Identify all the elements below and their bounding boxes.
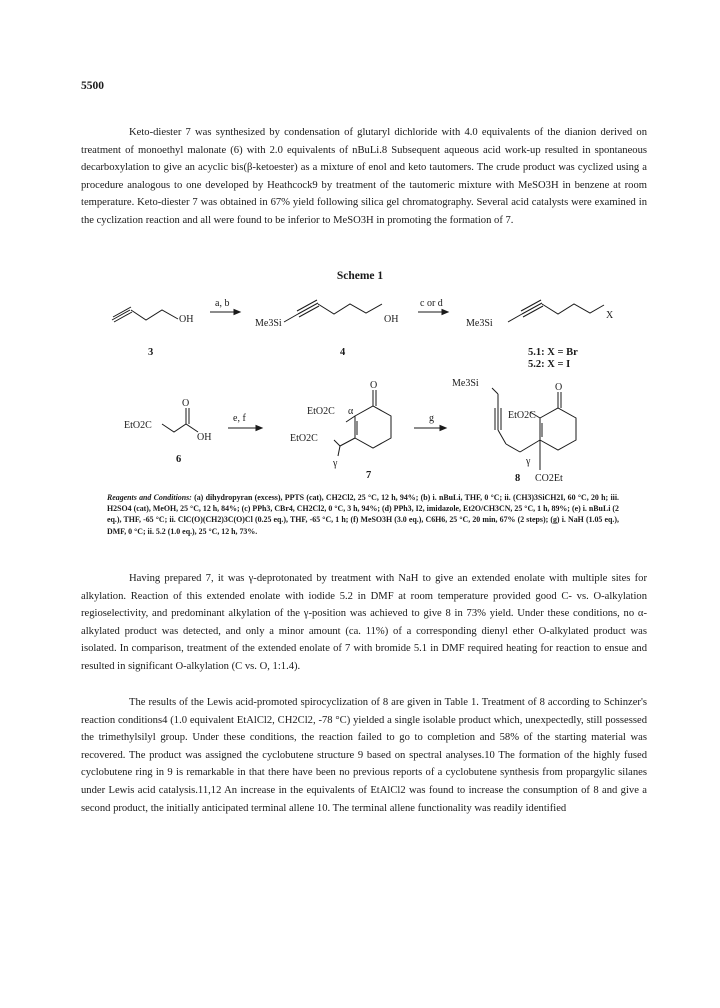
cmpd8-co2et-label: CO2Et (535, 473, 563, 484)
cmpd6-o-label: O (182, 398, 190, 409)
cmpd8-o-label: O (555, 382, 563, 393)
reagents-cd-label: c or d (420, 298, 443, 309)
cmpd6-oh-label: OH (197, 432, 212, 443)
cmpd3-oh-label: OH (179, 314, 194, 325)
compound-5-2-label: 5.2: X = I (528, 359, 571, 370)
compound-6-structure (162, 408, 198, 432)
conditions-text: (a) dihydropyran (excess), PPTS (cat), CH2Cl2, 25 °C, 12 h, 94%; (b) i. nBuLi, THF, 0 °C; ii. (CH3)3SiCH2I, 60 °C, 20 h; iii. H2SO4 (cat), MeOH, 25 °C, 12 h, 84%; (c) PPh3, CBr4, CH2Cl2, 0 °C, 3 h, 94%; (d) PPh3, I2, imidazole, Et2O/CH3CN, 25 °C, 1 h, 89%; (e) i. nBuLi (2 eq.), THF, -65 °C; ii. ClC(O)(CH2)3C(O)Cl (0.25 eq.), THF, -65 °C, 1 h; (f) MeSO3H (3.0 eq.), C6H6, 25 °C, 20 min, 67% (2 steps); (g) i. NaH (1.05 eq.), DMF, 0 °C; ii. 5.2 (1.0 eq.), 25 °C, 12 h, 73%. (107, 493, 619, 536)
compound-6-number: 6 (176, 454, 182, 465)
compound-7-structure (334, 390, 391, 456)
paragraph-3: The results of the Lewis acid-promoted spirocyclization of 8 are given in Table 1. Treatment of 8 according to Schinzer's reaction conditions4 (1.0 equivalent EtAlCl2, CH2Cl2, -78 °C) yielded a single isolable product which, unexpectedly, still possessed the trimethylsilyl group. Under these conditions, the reaction failed to go to completion and 58% of the starting material was recovered. The product was assigned the cyclobutene structure 9 based on spectral analyses.10 The formation of the highly fused cyclobutene ring in 9 is remarkable in that there have been no previous reports of a cyclobutene synthesis from propargylic silanes under Lewis acid catalysis.11,12 An increase in the equivalents of EtAlCl2 was found to increase the consumption of 8 and give a second product, the initially anticipated terminal allene 10. The terminal allene functionality was readily identified (81, 697, 647, 814)
compound-5-1-label: 5.1: X = Br (528, 347, 578, 358)
reagents-conditions (107, 492, 619, 537)
scheme-title: Scheme 1 (336, 270, 384, 282)
compound-3-number: 3 (148, 347, 154, 358)
cmpd7-gamma-label: γ (333, 458, 338, 469)
compound-4-structure (284, 300, 382, 322)
cmpd7-eto2c-bottom-label: EtO2C (290, 433, 318, 444)
compound-4-number: 4 (340, 347, 346, 358)
intro-paragraph: Keto-diester 7 was synthesized by condensation of glutaryl dichloride with 4.0 equivalents of the dianion derived on treatment of monoethyl malonate (6) with 2.0 equivalents of nBuLi.8 Subsequent aqueous acid work-up resulted in spontaneous decarboxylation to give an acyclic bis(β-ketoester) as a mixture of enol and keto tautomers. The crude product was cyclized using a procedure analogous to one developed by Heathcock9 by treatment of the tautomeric mixture with MeSO3H in benzene at room temperature. Keto-diester 7 was obtained in 67% yield following silica gel chromatography. Several acid catalysts were examined in the cyclization reaction and all were found to be inferior to MeSO3H in promoting the formation of 7. (81, 127, 647, 226)
page-number: 5500 (81, 80, 104, 92)
cmpd5-x-label: X (606, 310, 614, 321)
cmpd4-me3si-label: Me3Si (255, 318, 282, 329)
cmpd4-oh-label: OH (384, 314, 399, 325)
conditions-label: Reagents and Conditions: (107, 493, 192, 502)
cmpd8-me3si-label: Me3Si (452, 378, 479, 389)
paragraph-2: Having prepared 7, it was γ-deprotonated by treatment with NaH to give an extended enolate with multiple sites for alkylation. Reaction of this extended enolate with iodide 5.2 in DMF at room temperature provided good C- vs. O-alkylation regioselectivity, and predominant alkylation of the γ-position was achieved to give 8 in 73% yield. Under these conditions, no α-alkylated product was detected, and only a minor amount (ca. 11%) of a corresponding dienyl ether O-alkylated product was isolated. In comparison, treatment of the extended enolate of 7 with bromide 5.1 in DMF required heating for reaction to ensue and resulted in significant O-alkylation (C vs. O, 1:1.4). (81, 573, 647, 672)
cmpd7-o-label: O (370, 380, 378, 391)
compound-5-structure (508, 300, 604, 322)
cmpd7-alpha-label: α (348, 406, 354, 417)
compound-3-structure (112, 307, 178, 322)
cmpd5-me3si-label: Me3Si (466, 318, 493, 329)
cmpd7-eto2c-top-label: EtO2C (307, 406, 335, 417)
reagents-g-label: g (429, 413, 434, 424)
compound-8-number: 8 (515, 473, 521, 484)
compound-7-number: 7 (366, 470, 372, 481)
reagents-ab-label: a, b (215, 298, 230, 309)
cmpd8-eto2c-label: EtO2C (508, 410, 536, 421)
cmpd6-eto2c-label: EtO2C (124, 420, 152, 431)
compound-8-structure (492, 388, 576, 470)
cmpd8-gamma-label: γ (526, 456, 531, 467)
reagents-ef-label: e, f (233, 413, 246, 424)
